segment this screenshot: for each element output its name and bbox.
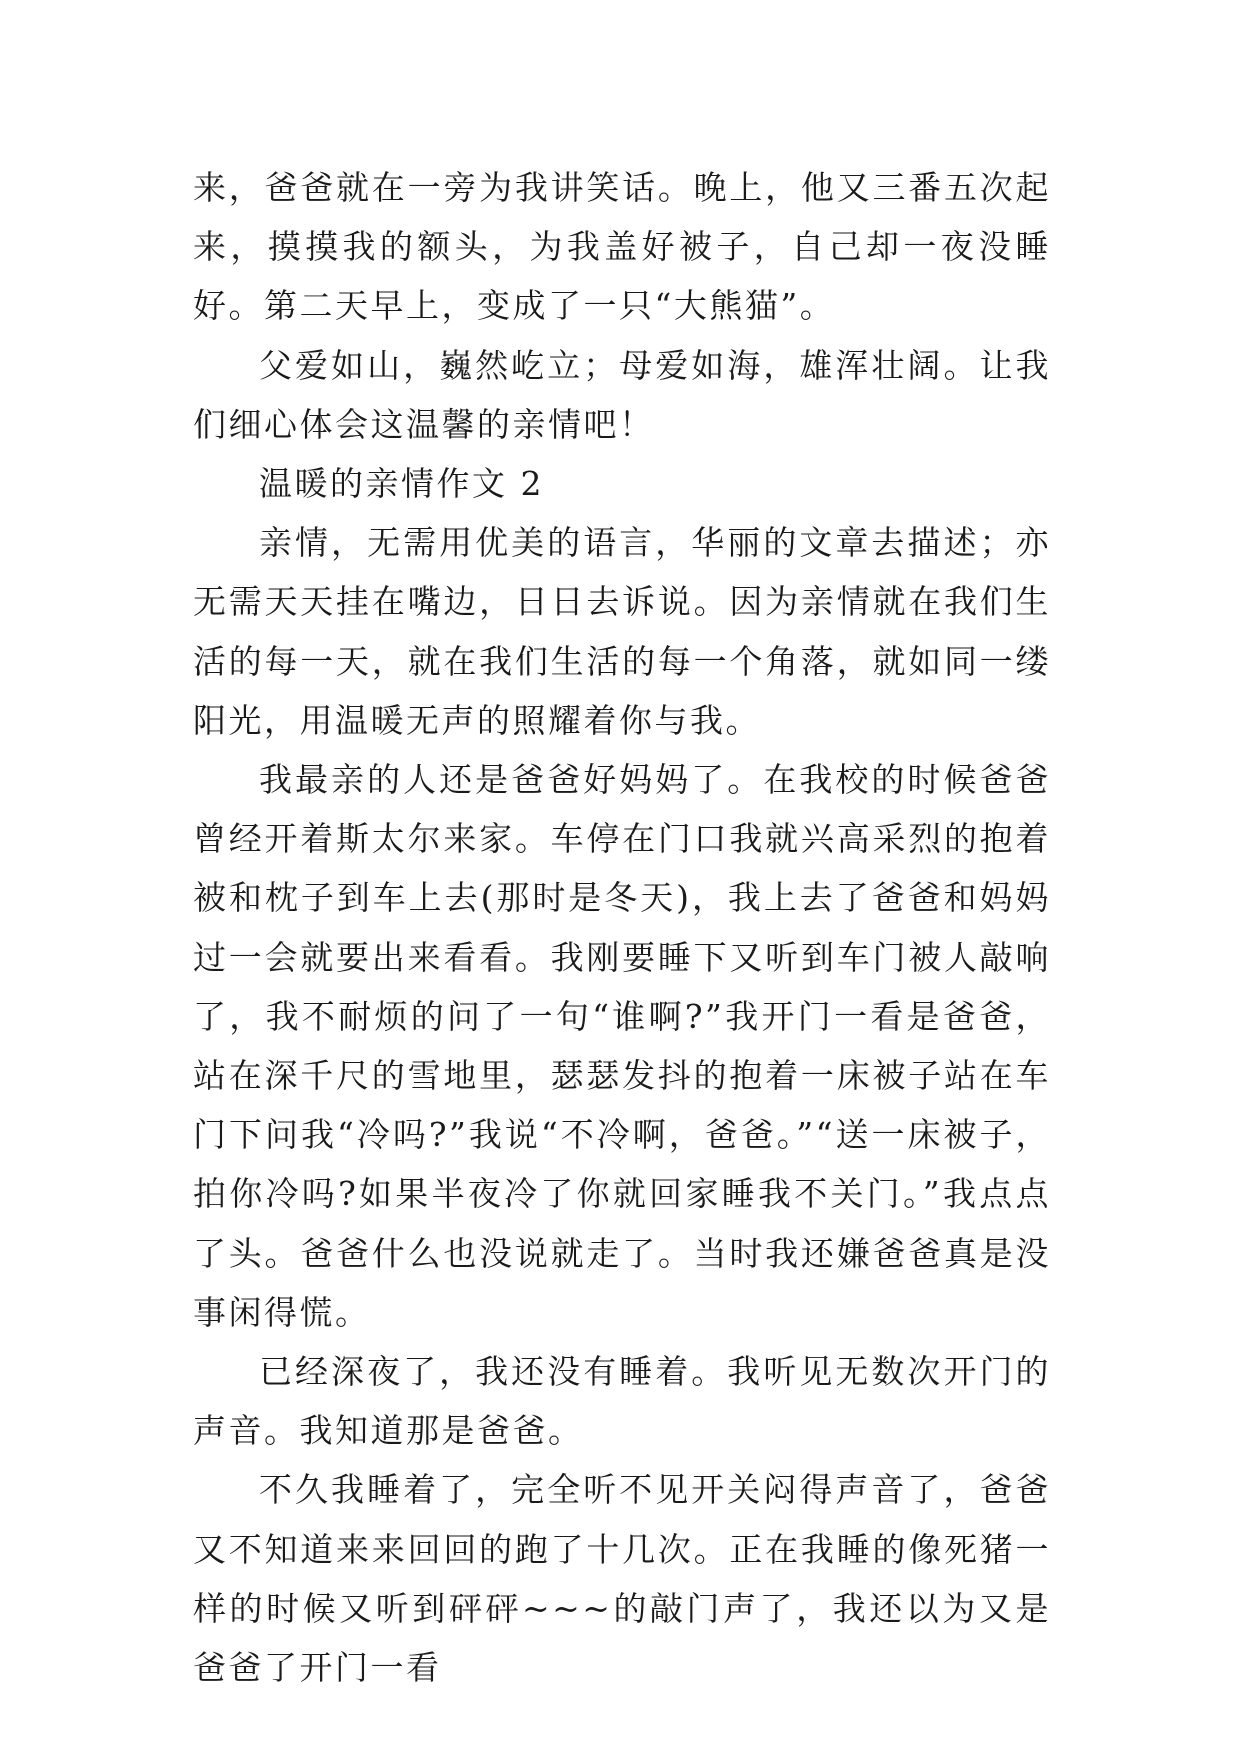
paragraph-3: 亲情，无需用优美的语言，华丽的文章去描述；亦无需天天挂在嘴边，日日去诉说。因为亲情就在我们生活的每一天，就在我们生活的每一个角落，就如同一缕阳光，用温暖无声的照耀着你与我。 <box>193 523 1051 740</box>
paragraph-4: 我最亲的人还是爸爸好妈妈了。在我校的时候爸爸曾经开着斯太尔来家。车停在门口我就兴高采烈的抱着被和枕子到车上去(那时是冬天)，我上去了爸爸和妈妈过一会就要出来看看。我刚要睡下又听到车门被人敲响了，我不耐烦的问了一句“谁啊?”我开门一看是爸爸，站在深千尺的雪地里，瑟瑟发抖的抱着一床被子站在车门下问我“冷吗?”我说“不冷啊，爸爸。”“送一床被子，拍你冷吗?如果半夜冷了你就回家睡我不关门。”我点点了头。爸爸什么也没说就走了。当时我还嫌爸爸真是没事闲得慌。 <box>193 760 1051 1332</box>
paragraph-5: 已经深夜了，我还没有睡着。我听见无数次开门的声音。我知道那是爸爸。 <box>193 1352 1051 1451</box>
document-body <box>193 158 1051 1697</box>
section-heading: 温暖的亲情作文 2 <box>259 464 544 504</box>
paragraph-6: 不久我睡着了，完全听不见开关闷得声音了，爸爸又不知道来来回回的跑了十几次。正在我睡的像死猪一样的时候又听到砰砰~~~的敲门声了，我还以为又是爸爸了开门一看 <box>193 1470 1051 1688</box>
paragraph-1: 来，爸爸就在一旁为我讲笑话。晚上，他又三番五次起来，摸摸我的额头，为我盖好被子，自己却一夜没睡好。第二天早上，变成了一只“大熊猫”。 <box>193 168 1051 326</box>
paragraph-2: 父爱如山，巍然屹立；母爱如海，雄浑壮阔。让我们细心体会这温馨的亲情吧！ <box>193 345 1051 444</box>
